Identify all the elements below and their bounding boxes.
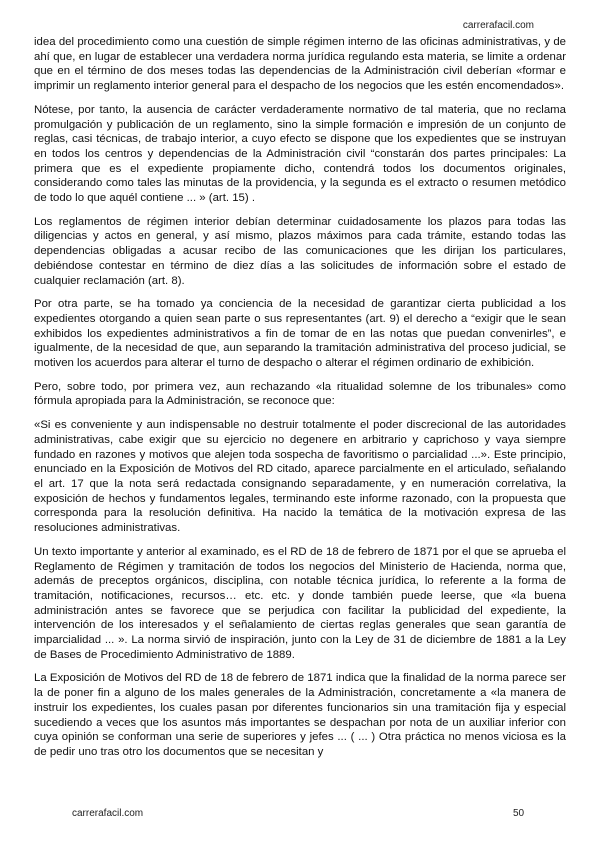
paragraph-4: Por otra parte, se ha tomado ya conciencia de la necesidad de garantizar cierta publicidad a los expedientes otorgando a quien sean parte o sus representantes (art. 9) el derecho a “exigir que le sean exhibidos los expedientes administrativos a fin de tomar de en las notas que puedan convenirles”, e igualmente, de la necesidad de que, aun separando la tramitación administrativa del proceso judicial, se motiven los acuerdos para alterar el turno de despacho o alterar el régimen ordinario de exhibición. [34, 298, 566, 370]
header-site-name: carrerafacil.com [462, 20, 534, 31]
paragraph-2: Nótese, por tanto, la ausencia de carácter verdaderamente normativo de tal materia, que no reclama promulgación y publicación de un reglamento, sino la simple formación e impresión de un conjunto de reglas, casi técnicas, de trabajo interior, a cuyo efecto se dispone que los expedientes que se instruyan en todos los centros y dependencias de la Administración civil “constarán dos partes principales: La primera que es el expediente propiamente dicho, contendrá todos los documentos originales, considerando como tales las minutas de la providencia, y la segunda es el extracto o resumen metódico de todo lo que aquél contiene ... » (art. 15) . [34, 103, 566, 205]
paragraph-7: Un texto importante y anterior al examinado, es el RD de 18 de febrero de 1871 por el que se aprueba el Reglamento de Régimen y tramitación de todos los negocios del Ministerio de Hacienda, norma que, además de preceptos orgánicos, disciplina, con notable técnica jurídica, lo referente a la forma de tramitación, notificaciones, recursos… etc. etc. y donde también puede leerse, que «la buena administración antes se favorece que se perjudica con facilitar la publicidad del expediente, la intervención de los interesados y el señalamiento de ciertas reglas generales que sean garantía de imparcialidad ... ». La norma sirvió de inspiración, junto con la Ley de 31 de diciembre de 1881 a la Ley de Bases de Procedimiento Administrativo de 1889. [34, 545, 566, 661]
paragraph-8: La Exposición de Motivos del RD de 18 de febrero de 1871 indica que la finalidad de la norma parece ser la de poner fin a alguno de los males generales de la Administración, concretamente a «la manera de instruir los expedientes, los cuales pasan por diferentes funcionarios sin una tramitación fija y especial sucediendo a veces que los asuntos más importantes se despachan por nota de un auxiliar inferior con cuya opinión se conforman una serie de superiores y jefes ... ( ... ) Otra práctica no menos viciosa es la de pedir uno tras otro los documentos que se necesitan y [34, 672, 566, 758]
paragraph-1: idea del procedimiento como una cuestión de simple régimen interno de las oficinas administrativas, y de ahí que, en lugar de establecer una verdadera norma jurídica regulando esta materia, se limite a ordenar que en el término de dos meses todas las dependencias de la Administración civil deberían «formar e imprimir un reglamento interior general para el despacho de los negocios que les estén encomendados». [34, 36, 566, 93]
paragraph-6: «Si es conveniente y aun indispensable no destruir totalmente el poder discrecional de las autoridades administrativas, cabe exigir que su ejercicio no degenere en arbitrario y caprichoso y vaya siempre fundado en razones y motivos que alejen toda sospecha de favoritismo o parcialidad ...». Este principio, enunciado en la Exposición de Motivos del RD citado, aparece parcialmente en el articulado, señalando el art. 17 que la nota será redactada consignando separadamente, y en numeración correlativa, la exposición de hechos y fundamentos legales, terminando este informe razonado, con la propuesta que corresponda para la resolución definitiva. Ha nacido la temática de la motivación expresa de las resoluciones administrativas. [34, 419, 566, 535]
paragraph-3: Los reglamentos de régimen interior debían determinar cuidadosamente los plazos para todas las diligencias y actos en general, y así mismo, plazos máximos para cada trámite, estando todas las dependencias obligadas a acusar recibo de las comunicaciones que les dirijan los particulares, debiéndose contestar en término de diez días a las solicitudes de información sobre el estado de cualquier reclamación (art. 8). [34, 215, 566, 287]
footer-site-name: carrerafacil.com [72, 808, 144, 819]
page-number: 50 [513, 808, 525, 819]
paragraph-5: Pero, sobre todo, por primera vez, aun rechazando «la ritualidad solemne de los tribunales» como fórmula apropiada para la Administración, se reconoce que: [34, 380, 566, 408]
document-body [34, 35, 566, 769]
